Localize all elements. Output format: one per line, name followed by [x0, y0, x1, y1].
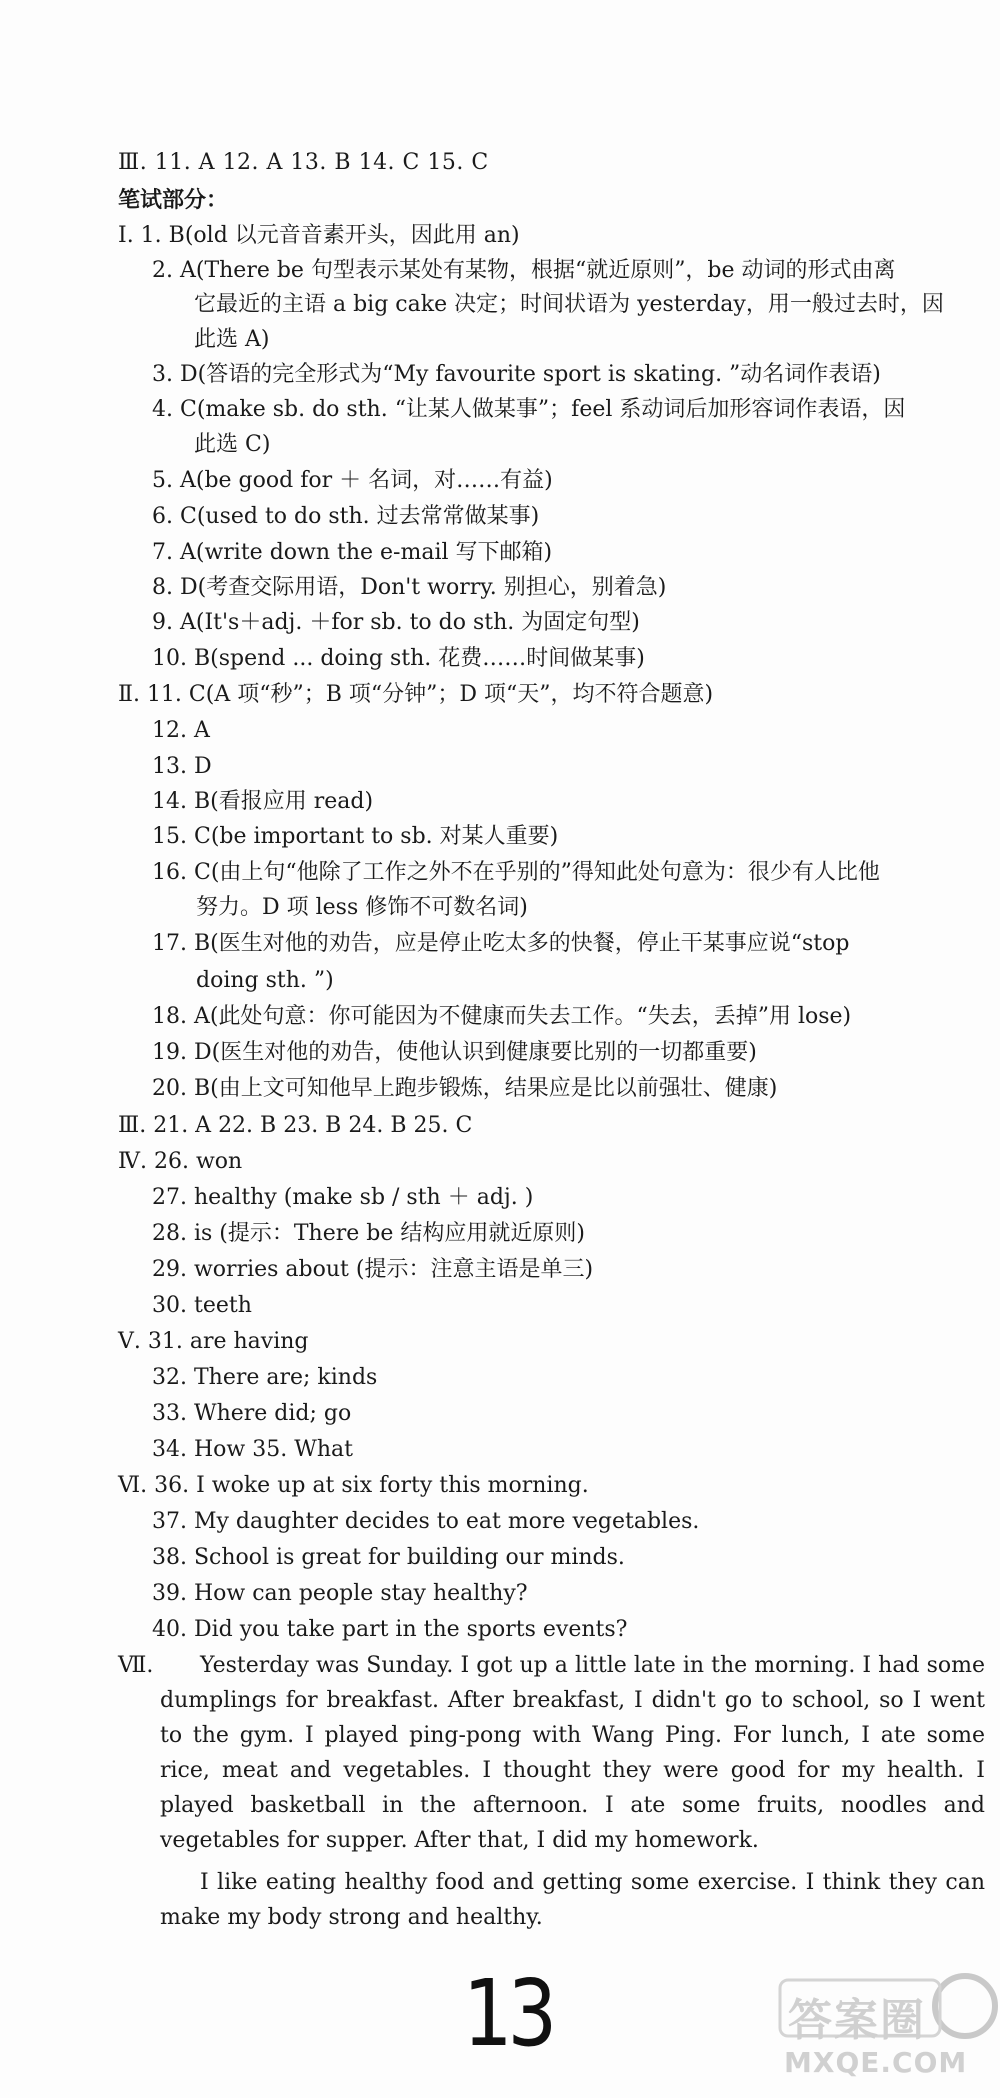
- essay-paragraph-2: [160, 1865, 985, 1935]
- essay-paragraph-1: [160, 1648, 985, 1858]
- answer-line: 12. A: [152, 718, 210, 743]
- answer-line: 6. C(used to do sth. 过去常常做某事): [152, 504, 540, 529]
- answer-line: 17. B(医生对他的劝告，应是停止吃太多的快餐，停止干某事应说“stop: [152, 931, 850, 956]
- answer-line: 3. D(答语的完全形式为“My favourite sport is skating. ”动名词作表语): [152, 362, 881, 387]
- answer-line: 19. D(医生对他的劝告，使他认识到健康要比别的一切都重要): [152, 1040, 757, 1065]
- answer-line: Ⅱ. 11. C(A 项“秒”；B 项“分钟”；D 项“天”，均不符合题意): [118, 682, 714, 707]
- answer-line: 34. How 35. What: [152, 1437, 353, 1462]
- answer-line: 8. D(考查交际用语，Don't worry. 别担心，别着急): [152, 575, 667, 600]
- answer-line: 16. C(由上句“他除了工作之外不在乎别的”得知此处句意为：很少有人比他: [152, 860, 880, 885]
- answer-line: Ⅳ. 26. won: [118, 1149, 243, 1174]
- answer-line: 它最近的主语 a big cake 决定；时间状语为 yesterday，用一般过去时，因: [194, 292, 944, 317]
- answer-line: 此选 C): [194, 432, 271, 457]
- answer-line: Ⅴ. 31. are having: [118, 1329, 309, 1354]
- answer-line: 此选 A): [194, 327, 270, 352]
- answer-line: Ⅰ. 1. B(old 以元音音素开头，因此用 an): [118, 223, 520, 248]
- answer-line: 27. healthy (make sb / sth ＋ adj. ): [152, 1185, 534, 1210]
- answer-line: 14. B(看报应用 read): [152, 789, 374, 814]
- answer-line: 39. How can people stay healthy?: [152, 1581, 528, 1606]
- answer-line: 7. A(write down the e-mail 写下邮箱): [152, 540, 553, 565]
- answer-line: 4. C(make sb. do sth. “让某人做某事”；feel 系动词后加形容词作表语，因: [152, 397, 906, 422]
- answer-line: 努力。D 项 less 修饰不可数名词): [196, 895, 528, 920]
- essay-p1-text: Yesterday was Sunday. I got up a little late in the morning. I had some dumplings for breakfast. After breakfast, I didn't go to school, so I went to the gym. I played ping-pong with Wang Ping. For lunch, I ate some rice, meat and vegetables. I thought they were good for my health. I played basketball in the afternoon. I ate some fruits, noodles and vegetables for supper. After that, I did my homework.: [160, 1653, 985, 1853]
- answer-line: 30. teeth: [152, 1293, 252, 1318]
- page-number: 13: [462, 1960, 553, 2067]
- answer-line: 5. A(be good for ＋ 名词，对……有益): [152, 468, 553, 493]
- watermark-url: MXQE.COM: [784, 2046, 968, 2079]
- answer-line: Ⅲ. 21. A 22. B 23. B 24. B 25. C: [118, 1113, 473, 1138]
- answer-line: 2. A(There be 句型表示某处有某物，根据“就近原则”，be 动词的形式由离: [152, 258, 896, 283]
- answer-line: 38. School is great for building our minds.: [152, 1545, 625, 1570]
- answer-line: 13. D: [152, 754, 212, 779]
- answer-line: 40. Did you take part in the sports events?: [152, 1617, 628, 1642]
- answer-line: doing sth. ”): [196, 968, 334, 993]
- answer-line: 32. There are; kinds: [152, 1365, 378, 1390]
- essay-p2-text: I like eating healthy food and getting some exercise. I think they can make my body strong and healthy.: [160, 1870, 985, 1930]
- answer-line: 10. B(spend ... doing sth. 花费……时间做某事): [152, 646, 645, 671]
- answer-line: 18. A(此处句意：你可能因为不健康而失去工作。“失去，丢掉”用 lose): [152, 1004, 852, 1029]
- answer-line: 28. is (提示：There be 结构应用就近原则): [152, 1221, 585, 1246]
- header-answers: Ⅲ. 11. A 12. A 13. B 14. C 15. C: [118, 150, 489, 175]
- answer-line: 33. Where did; go: [152, 1401, 352, 1426]
- answer-line: 29. worries about (提示：注意主语是单三): [152, 1257, 594, 1282]
- section-title: 笔试部分：: [118, 188, 229, 213]
- essay-label: Ⅶ.: [118, 1653, 154, 1678]
- answer-line: 15. C(be important to sb. 对某人重要): [152, 824, 559, 849]
- watermark-logo: [770, 1958, 998, 2088]
- watermark-text: 答案圈: [788, 1995, 926, 2046]
- answer-line: Ⅵ. 36. I woke up at six forty this morning.: [118, 1473, 589, 1498]
- answer-line: 9. A(It's＋adj. ＋for sb. to do sth. 为固定句型): [152, 610, 640, 635]
- answer-line: 37. My daughter decides to eat more vegetables.: [152, 1509, 700, 1534]
- answer-line: 20. B(由上文可知他早上跑步锻炼，结果应是比以前强壮、健康): [152, 1076, 778, 1101]
